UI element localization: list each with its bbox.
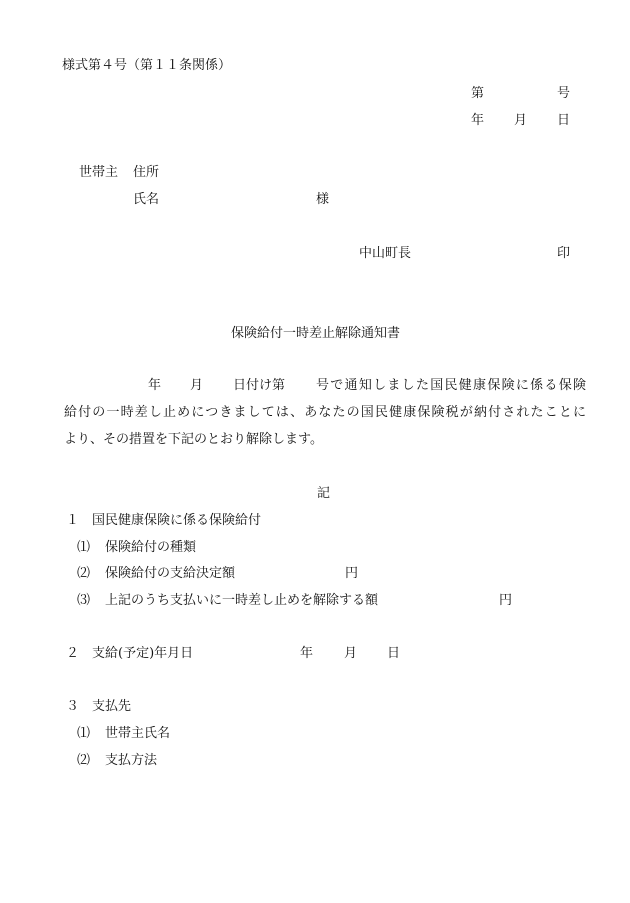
item2-year: 年 — [300, 646, 314, 661]
number-suffix: 号 — [557, 86, 571, 101]
name-label: 氏名 — [133, 192, 160, 207]
item3-sub1-label: 世帯主氏名 — [105, 726, 171, 741]
item2-label: 支給(予定)年月日 — [92, 646, 194, 661]
body-day-prefix: 日付け第 — [233, 378, 286, 393]
item2-day: 日 — [387, 646, 401, 661]
item2-month: 月 — [344, 646, 358, 661]
item3-sub1-number: ⑴ — [77, 726, 91, 741]
form-number: 様式第４号（第１１条関係） — [62, 58, 232, 73]
item1-sub2-number: ⑵ — [77, 566, 91, 581]
body-line1-rest: 号で通知しました国民健康保険に係る保険 — [316, 378, 586, 393]
item1-sub2-label: 保険給付の支給決定額 — [105, 566, 236, 581]
item1-sub2-unit: 円 — [345, 566, 359, 581]
item3-sub2-label: 支払方法 — [105, 753, 158, 768]
item3-label: 支払先 — [92, 699, 132, 714]
ki-heading: 記 — [317, 486, 331, 501]
item2-number: ２ — [66, 646, 80, 661]
item1-sub3-number: ⑶ — [77, 593, 91, 608]
issuer-title: 中山町長 — [359, 246, 412, 261]
address-label: 住所 — [133, 165, 160, 180]
body-year: 年 — [148, 378, 162, 393]
householder-role: 世帯主 — [79, 165, 119, 180]
date-day: 日 — [557, 113, 571, 128]
item1-sub3-unit: 円 — [499, 593, 513, 608]
honorific: 様 — [316, 192, 330, 207]
item1-sub1-label: 保険給付の種類 — [105, 540, 197, 555]
body-line3: より、その措置を下記のとおり解除します。 — [64, 432, 323, 447]
item1-sub3-label: 上記のうち支払いに一時差し止めを解除する額 — [105, 593, 379, 608]
item1-label: 国民健康保険に係る保険給付 — [92, 513, 262, 528]
body-line2: 給付の一時差し止めにつきましては、あなたの国民健康保険税が納付されたことに — [64, 405, 586, 420]
item1-sub1-number: ⑴ — [77, 540, 91, 555]
date-year: 年 — [471, 113, 485, 128]
item1-number: １ — [66, 513, 80, 528]
item3-sub2-number: ⑵ — [77, 753, 91, 768]
seal-mark: 印 — [557, 246, 571, 261]
date-month: 月 — [514, 113, 528, 128]
item3-number: ３ — [66, 699, 80, 714]
document-title: 保険給付一時差止解除通知書 — [231, 326, 401, 341]
number-prefix: 第 — [471, 86, 485, 101]
body-month: 月 — [190, 378, 204, 393]
